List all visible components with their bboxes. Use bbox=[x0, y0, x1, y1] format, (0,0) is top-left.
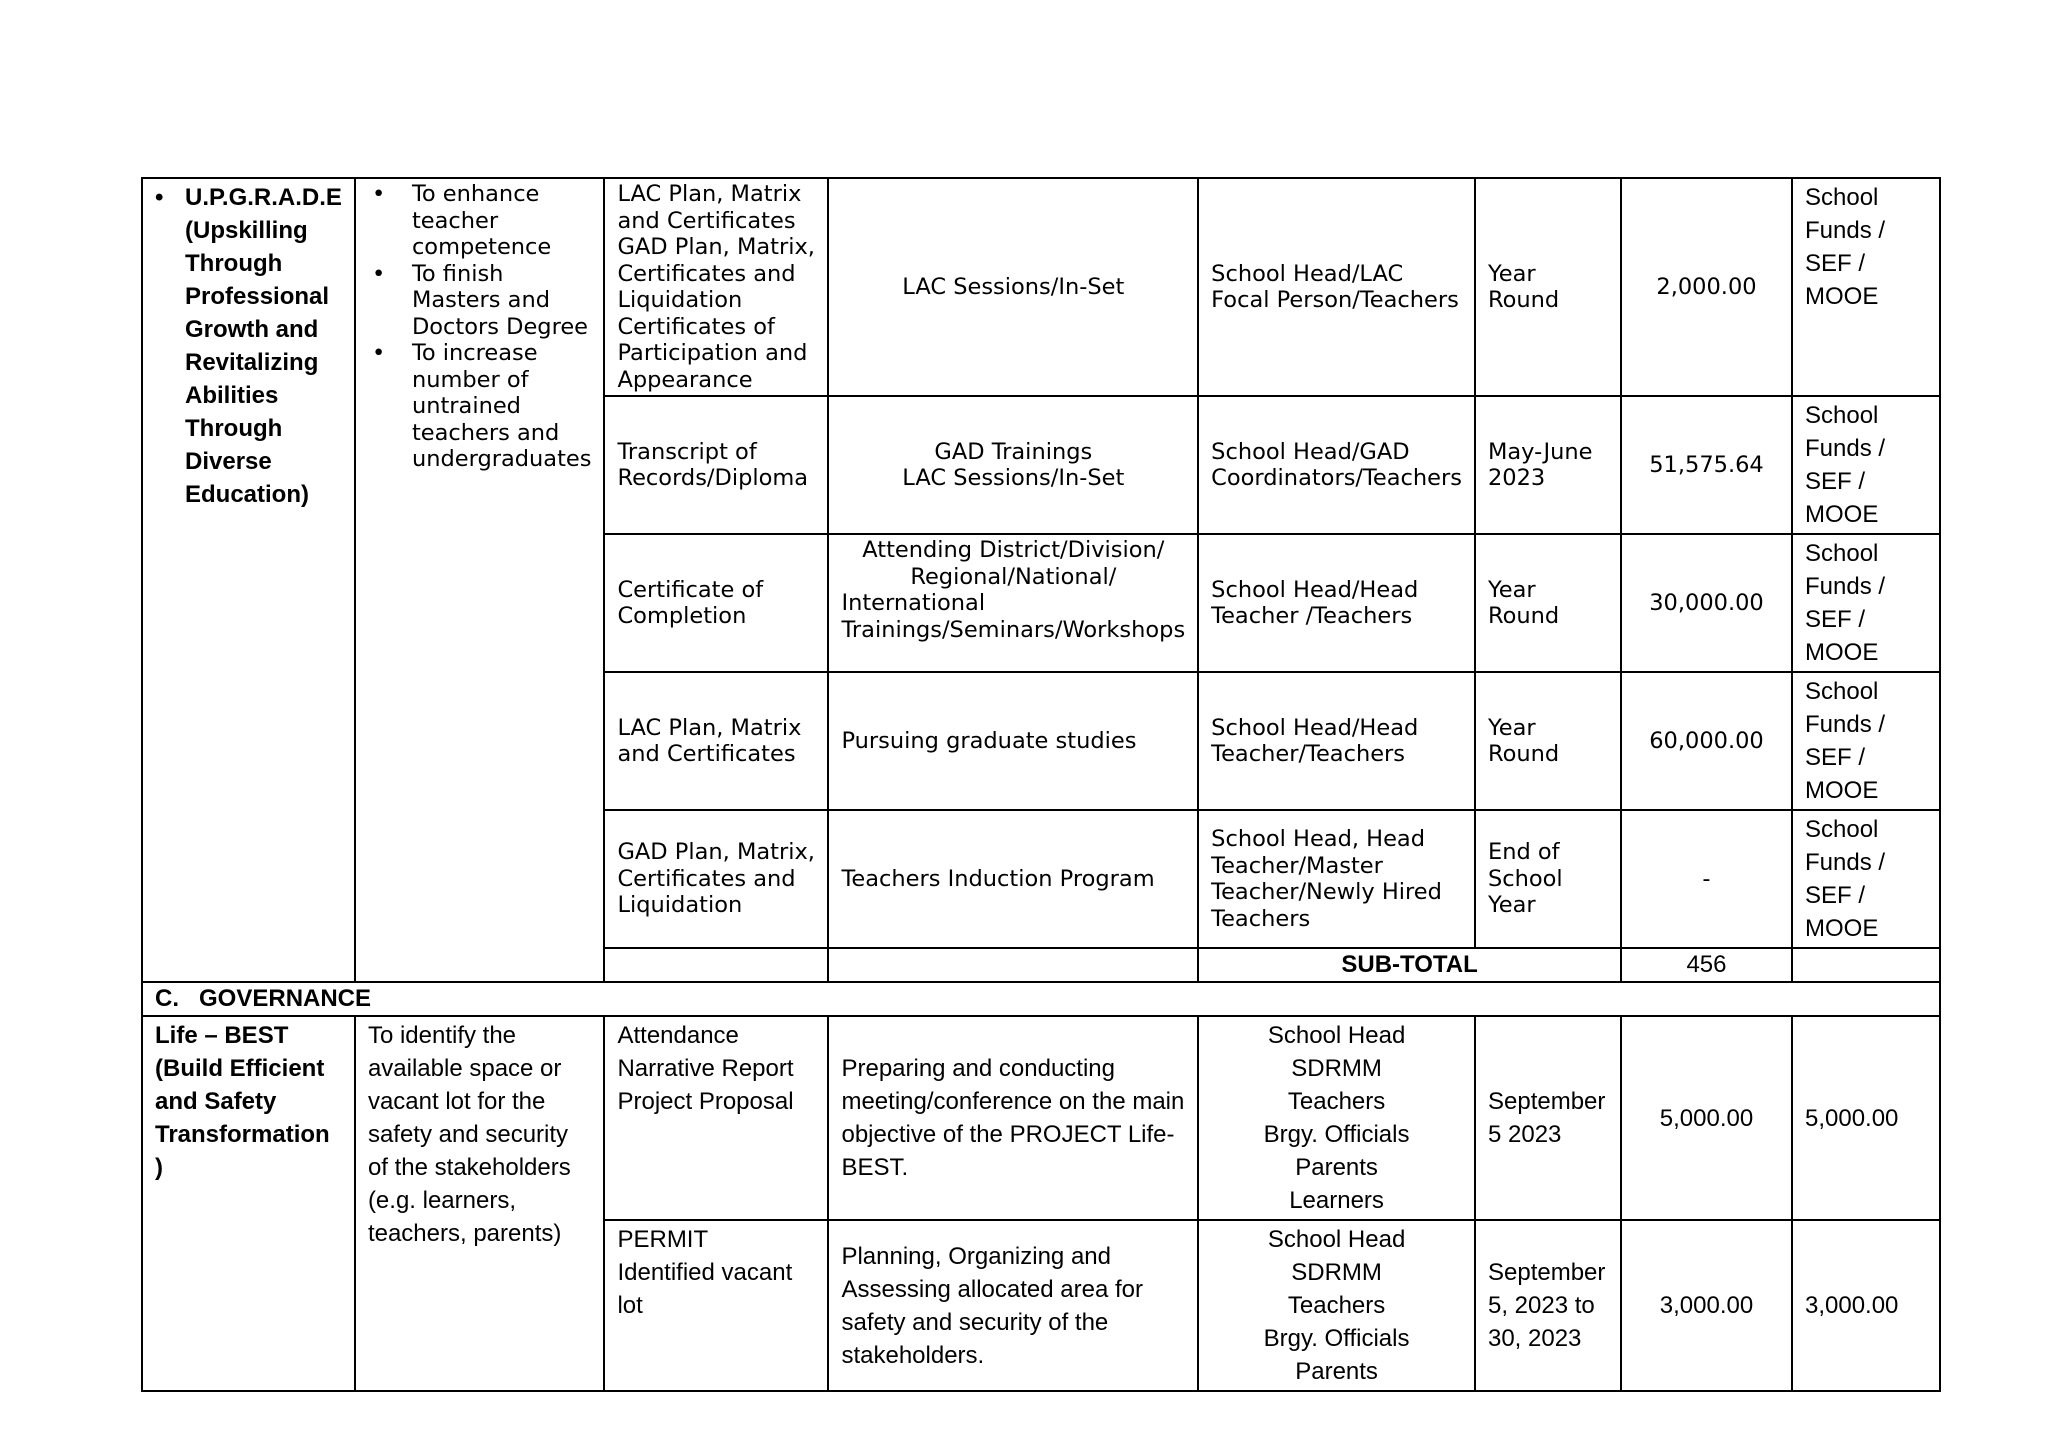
amount-cell: - bbox=[1621, 810, 1792, 948]
objectives-cell bbox=[355, 178, 605, 982]
table-row bbox=[142, 178, 1940, 396]
person-line: School Head bbox=[1267, 1022, 1406, 1049]
mov-line: Certificates of Participation and Appearance bbox=[617, 313, 808, 393]
persons-cell: School Head/LAC Focal Person/Teachers bbox=[1198, 178, 1475, 396]
amount-cell: 30,000.00 bbox=[1621, 534, 1792, 672]
mov-line: PERMIT bbox=[617, 1226, 709, 1253]
persons-cell bbox=[1198, 1220, 1475, 1391]
person-line: Parents bbox=[1295, 1154, 1378, 1181]
table-row bbox=[142, 1016, 1940, 1220]
list-item: • To enhance teacher competence bbox=[368, 181, 592, 261]
time-frame-cell: September 5 2023 bbox=[1475, 1016, 1621, 1220]
person-line: Teachers bbox=[1287, 1292, 1386, 1319]
list-item: • To finish Masters and Doctors Degree bbox=[368, 261, 592, 341]
time-frame-cell: May-June 2023 bbox=[1475, 396, 1621, 534]
mov-line: Narrative Report bbox=[617, 1055, 794, 1082]
subtotal-value: 456 bbox=[1621, 948, 1792, 982]
amount-cell: 5,000.00 bbox=[1621, 1016, 1792, 1220]
mov-line: Certificate of Completion bbox=[617, 576, 764, 629]
activity-line: LAC Sessions/In-Set bbox=[902, 273, 1125, 300]
governance-heading: C. GOVERNANCE bbox=[155, 985, 372, 1012]
persons-cell: School Head, Head Teacher/Master Teacher/Newly Hired Teachers bbox=[1198, 810, 1475, 948]
mov-cell bbox=[604, 396, 828, 534]
program-title: • U.P.G.R.A.D.E (Upskilling Through Professional Growth and Revitalizing Abilities Through Diverse Education) bbox=[155, 181, 342, 511]
mov-line: LAC Plan, Matrix and Certificates bbox=[617, 181, 802, 234]
person-line: Brgy. Officials bbox=[1263, 1325, 1410, 1352]
mov-line: Transcript of Records/Diploma bbox=[617, 438, 809, 491]
empty-cell bbox=[1792, 948, 1940, 982]
activities-cell bbox=[828, 534, 1198, 672]
section-heading-row bbox=[142, 982, 1940, 1016]
activity-line: Regional/National/ bbox=[910, 563, 1117, 590]
time-frame-cell: End of School Year bbox=[1475, 810, 1621, 948]
time-frame-cell: Year Round bbox=[1475, 672, 1621, 810]
activities-cell bbox=[828, 672, 1198, 810]
source-cell: 5,000.00 bbox=[1792, 1016, 1940, 1220]
mov-line: Identified vacant lot bbox=[617, 1259, 793, 1319]
person-line: SDRMM bbox=[1291, 1055, 1382, 1082]
empty-cell bbox=[828, 948, 1198, 982]
objectives-list bbox=[368, 181, 592, 473]
amount-cell: 3,000.00 bbox=[1621, 1220, 1792, 1391]
mov-cell bbox=[604, 1016, 828, 1220]
section-heading bbox=[142, 982, 1940, 1016]
list-item: • To increase number of untrained teachers and undergraduates bbox=[368, 340, 592, 473]
mov-line: Project Proposal bbox=[617, 1088, 794, 1115]
activity-line: Attending District/Division/ bbox=[862, 537, 1165, 563]
mov-cell bbox=[604, 672, 828, 810]
activity-line: International Trainings/Seminars/Workshops bbox=[841, 590, 1186, 643]
amount-cell: 2,000.00 bbox=[1621, 178, 1792, 396]
mov-cell bbox=[604, 1220, 828, 1391]
person-line: School Head bbox=[1267, 1226, 1406, 1253]
source-cell: 3,000.00 bbox=[1792, 1220, 1940, 1391]
subtotal-label: SUB-TOTAL bbox=[1198, 948, 1621, 982]
activities-cell bbox=[828, 178, 1198, 396]
activities-cell bbox=[828, 396, 1198, 534]
person-line: SDRMM bbox=[1291, 1259, 1382, 1286]
annual-implementation-plan-table bbox=[141, 177, 1941, 1392]
activity-line: Pursuing graduate studies bbox=[841, 727, 1137, 754]
activities-cell: Preparing and conducting meeting/conference on the main objective of the PROJECT Life-BEST. bbox=[828, 1016, 1198, 1220]
mov-line: LAC Plan, Matrix and Certificates bbox=[617, 714, 802, 767]
activity-line: Teachers Induction Program bbox=[841, 865, 1155, 892]
activities-cell bbox=[828, 810, 1198, 948]
mov-cell bbox=[604, 810, 828, 948]
mov-line: GAD Plan, Matrix, Certificates and Liquidation bbox=[617, 234, 815, 313]
time-frame-cell: Year Round bbox=[1475, 534, 1621, 672]
program-title-cell: Life – BEST (Build Efficient and Safety Transformation ) bbox=[142, 1016, 355, 1391]
amount-cell: 51,575.64 bbox=[1621, 396, 1792, 534]
activity-line: LAC Sessions/In-Set bbox=[902, 465, 1125, 491]
program-title-cell bbox=[142, 178, 355, 982]
persons-cell: School Head/Head Teacher/Teachers bbox=[1198, 672, 1475, 810]
mov-line: GAD Plan, Matrix, Certificates and Liquidation bbox=[617, 839, 815, 919]
persons-cell: School Head/Head Teacher /Teachers bbox=[1198, 534, 1475, 672]
source-cell: School Funds / SEF / MOOE bbox=[1792, 396, 1940, 534]
person-line: Teachers bbox=[1287, 1088, 1386, 1115]
mov-cell bbox=[604, 178, 828, 396]
activities-cell: Planning, Organizing and Assessing allocated area for safety and security of the stakeholders. bbox=[828, 1220, 1198, 1391]
mov-line: Attendance bbox=[617, 1022, 739, 1049]
amount-cell: 60,000.00 bbox=[1621, 672, 1792, 810]
mov-cell bbox=[604, 534, 828, 672]
persons-cell bbox=[1198, 1016, 1475, 1220]
persons-cell: School Head/GAD Coordinators/Teachers bbox=[1198, 396, 1475, 534]
time-frame-cell: September 5, 2023 to 30, 2023 bbox=[1475, 1220, 1621, 1391]
activity-line: GAD Trainings bbox=[934, 438, 1093, 465]
person-line: Parents bbox=[1295, 1358, 1378, 1385]
source-cell: School Funds / SEF / MOOE bbox=[1792, 534, 1940, 672]
time-frame-cell: Year Round bbox=[1475, 178, 1621, 396]
objective-cell: To identify the available space or vacant lot for the safety and security of the stakeholders (e.g. learners, teachers, parents) bbox=[355, 1016, 605, 1391]
source-cell: School Funds / SEF / MOOE bbox=[1792, 672, 1940, 810]
person-line: Brgy. Officials bbox=[1263, 1121, 1410, 1148]
source-cell: School Funds / SEF / MOOE bbox=[1792, 178, 1940, 396]
empty-cell bbox=[604, 948, 828, 982]
person-line: Learners bbox=[1289, 1187, 1384, 1214]
source-cell: School Funds / SEF / MOOE bbox=[1792, 810, 1940, 948]
